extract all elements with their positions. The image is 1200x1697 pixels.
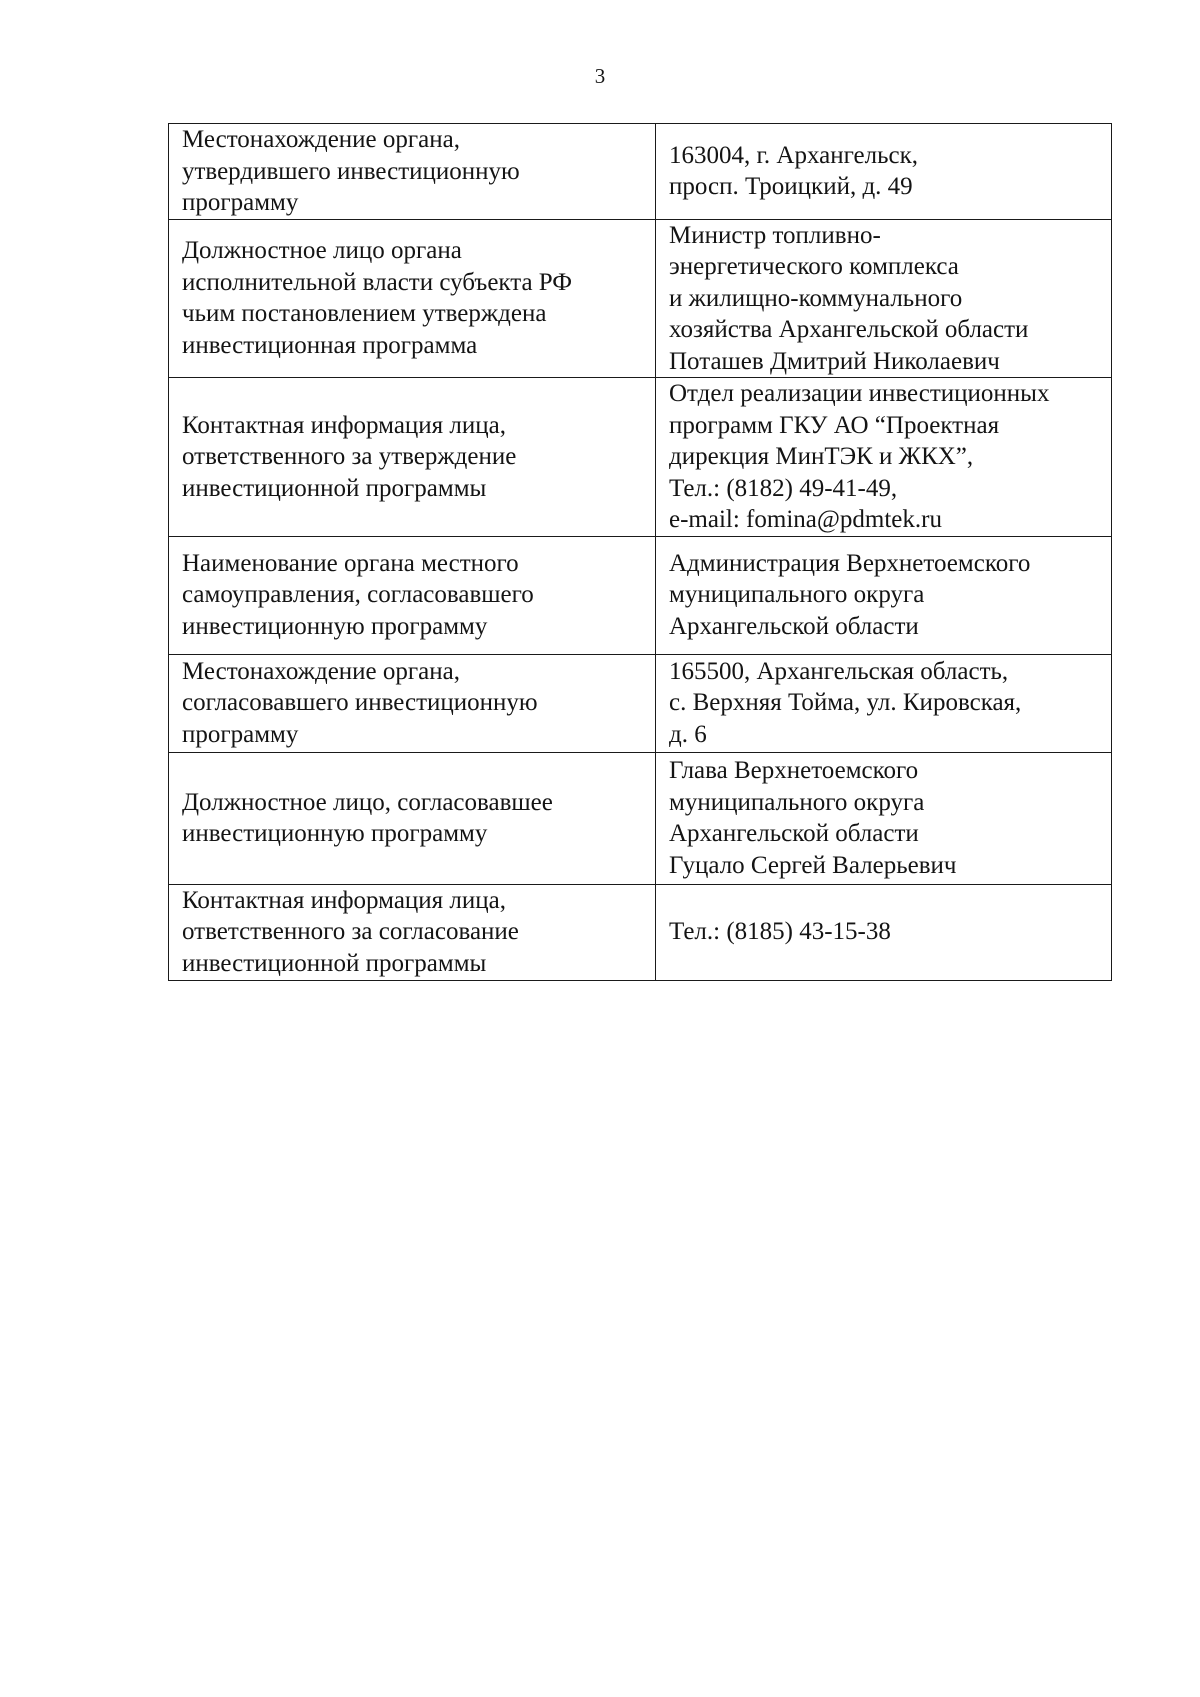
row-value: Тел.: (8185) 43-15-38 (656, 884, 1112, 980)
row-label: Должностное лицо органа исполнительной власти субъекта РФ чьим постановлением утверждена инвестиционная программа (169, 219, 656, 378)
table-row (169, 536, 1112, 654)
table-row (169, 124, 1112, 220)
row-label: Контактная информация лица, ответственного за утверждение инвестиционной программы (169, 378, 656, 537)
table-row (169, 378, 1112, 537)
table-row (169, 884, 1112, 980)
row-label: Должностное лицо, согласовавшее инвестиционную программу (169, 752, 656, 884)
row-value: Министр топливно- энергетического комплекса и жилищно-коммунального хозяйства Архангельской области Поташев Дмитрий Николаевич (656, 219, 1112, 378)
row-value: Отдел реализации инвестиционных программ ГКУ АО “Проектная дирекция МинТЭК и ЖКХ”, Тел.: (8182) 49-41-49, e-mail: fomina@pdmtek.ru (656, 378, 1112, 537)
row-label: Местонахождение органа, согласовавшего инвестиционную программу (169, 654, 656, 752)
row-value: 165500, Архангельская область, с. Верхняя Тойма, ул. Кировская, д. 6 (656, 654, 1112, 752)
table-row (169, 654, 1112, 752)
row-value: Глава Верхнетоемского муниципального округа Архангельской области Гуцало Сергей Валерьевич (656, 752, 1112, 884)
table-row (169, 752, 1112, 884)
row-label: Контактная информация лица, ответственного за согласование инвестиционной программы (169, 884, 656, 980)
page-number: 3 (594, 64, 606, 88)
row-label: Наименование органа местного самоуправления, согласовавшего инвестиционную программу (169, 536, 656, 654)
table-row (169, 219, 1112, 378)
row-label: Местонахождение органа, утвердившего инвестиционную программу (169, 124, 656, 220)
row-value: 163004, г. Архангельск, просп. Троицкий, д. 49 (656, 124, 1112, 220)
row-value: Администрация Верхнетоемского муниципального округа Архангельской области (656, 536, 1112, 654)
info-table (168, 123, 1112, 981)
